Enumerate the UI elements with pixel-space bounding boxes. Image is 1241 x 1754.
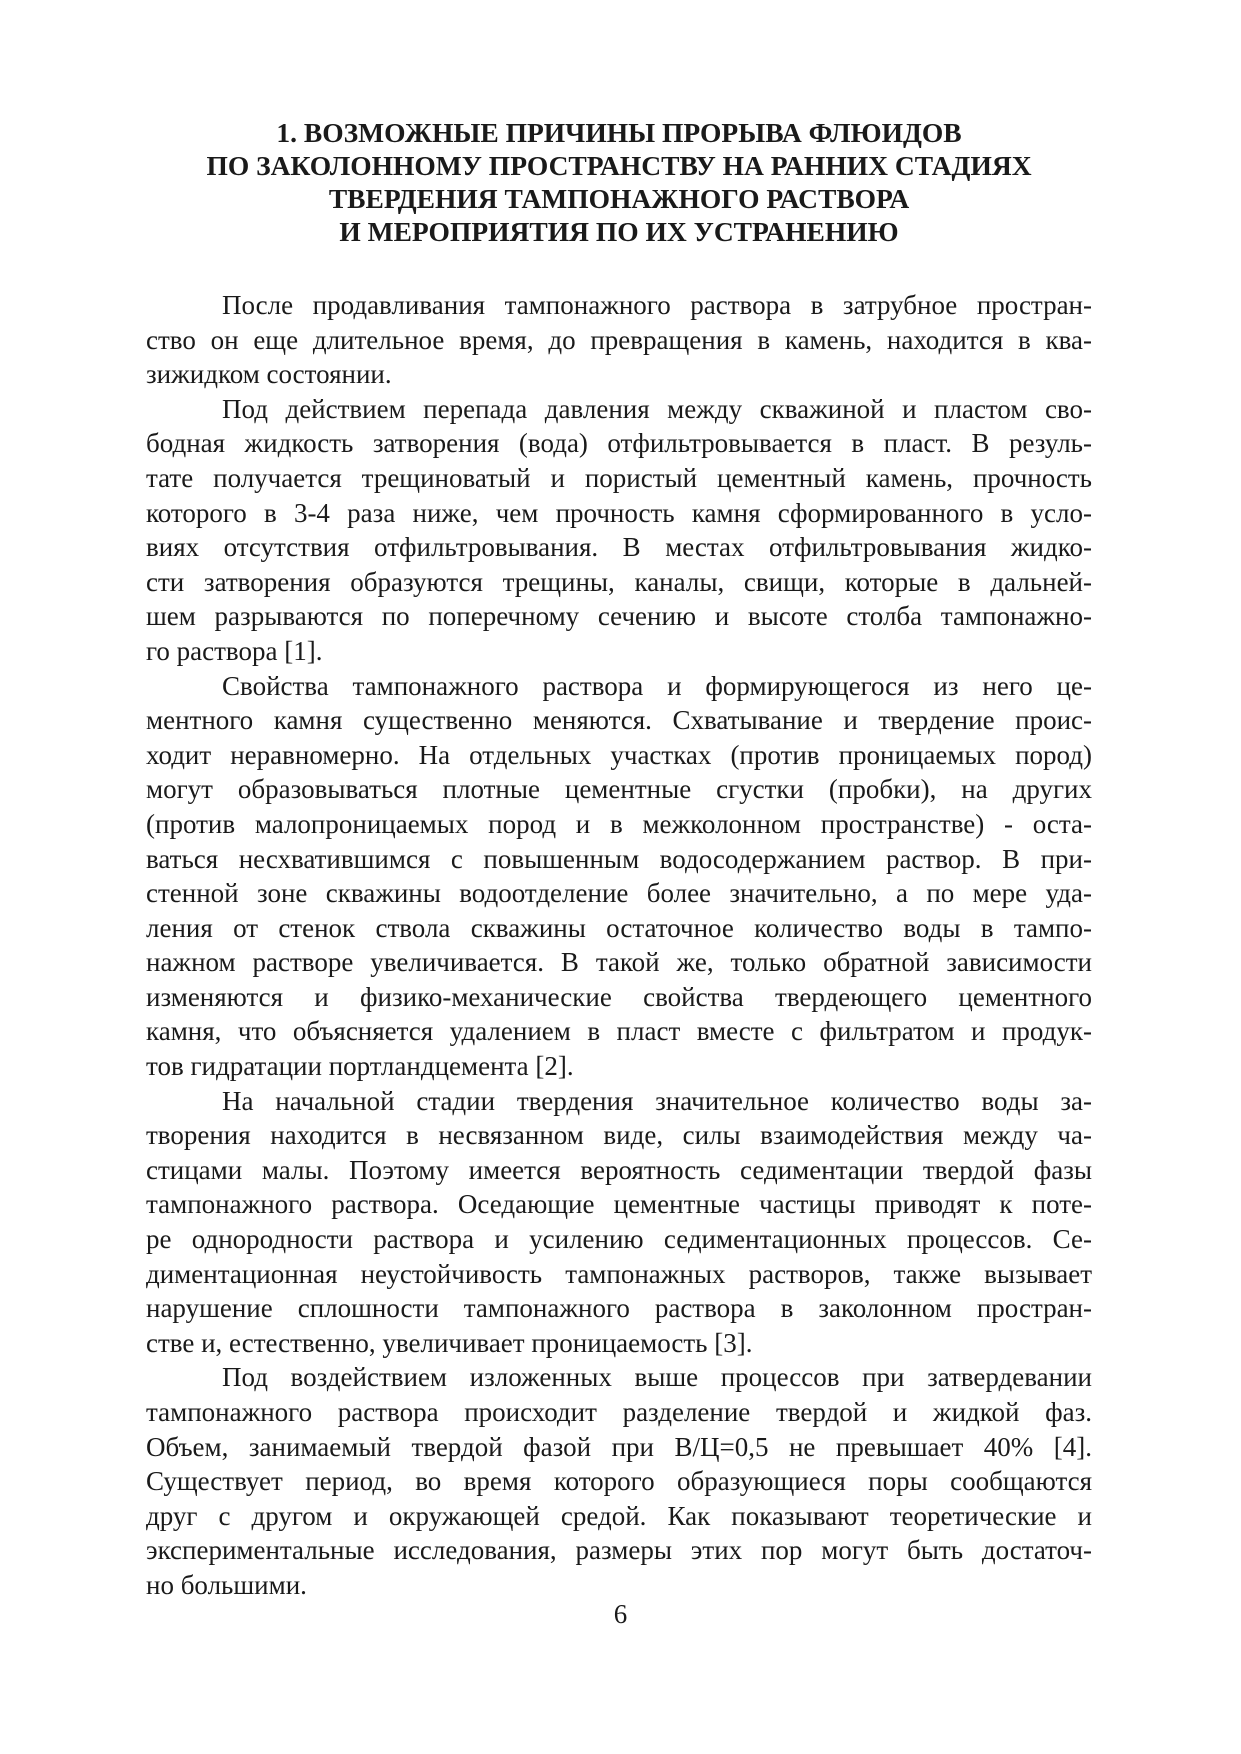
paragraph-3 <box>146 669 1092 1084</box>
text-line: тов гидратации портландцемента [2]. <box>146 1051 574 1082</box>
text-line: ходит неравномерно. На отдельных участках (против проницаемых пород) <box>146 739 1092 770</box>
heading-line: ТВЕРДЕНИЯ ТАМПОНАЖНОГО РАСТВОРА <box>328 183 910 214</box>
text-line: После продавливания тампонажного раствора в затрубное простран- <box>222 290 1092 320</box>
text-line: Объем, занимаемый твердой фазой при В/Ц=0,5 не превышает 40% [4]. <box>146 1431 1092 1462</box>
text-line: камня, что объясняется удалением в пласт вместе с фильтратом и продук- <box>146 1016 1092 1047</box>
text-line: стве и, естественно, увеличивает проницаемость [3]. <box>146 1327 753 1358</box>
heading-line: И МЕРОПРИЯТИЯ ПО ИХ УСТРАНЕНИЮ <box>339 216 899 247</box>
text-line: тате получается трещиноватый и пористый цементный камень, прочность <box>146 462 1092 493</box>
text-line: тампонажного раствора. Оседающие цементные частицы приводят к поте- <box>146 1189 1092 1220</box>
text-line: ваться несхватившимся с повышенным водосодержанием раствор. В при- <box>146 843 1092 874</box>
text-line: ство он еще длительное время, до превращения в камень, находится в ква- <box>146 324 1092 355</box>
text-line: сти затворения образуются трещины, каналы, свищи, которые в дальней- <box>146 566 1092 597</box>
text-line: (против малопроницаемых пород и в межколонном пространстве) - оста- <box>146 808 1092 839</box>
paragraph-2 <box>146 392 1092 669</box>
text-line: творения находится в несвязанном виде, силы взаимодействия между ча- <box>146 1120 1092 1151</box>
text-line: тампонажного раствора происходит разделение твердой и жидкой фаз. <box>146 1397 1092 1427</box>
paragraph-5 <box>146 1360 1092 1602</box>
text-line: ре однородности раствора и усилению седиментационных процессов. Се- <box>146 1224 1092 1255</box>
text-line: На начальной стадии твердения значительное количество воды за- <box>222 1085 1092 1116</box>
text-line: стицами малы. Поэтому имеется вероятность седиментации твердой фазы <box>146 1154 1092 1185</box>
text-line: ментного камня существенно меняются. Схватывание и твердение проис- <box>146 705 1092 736</box>
text-line: бодная жидкость затворения (вода) отфильтровывается в пласт. В резуль- <box>146 428 1092 459</box>
heading-line: 1. ВОЗМОЖНЫЕ ПРИЧИНЫ ПРОРЫВА ФЛЮИДОВ <box>276 117 962 148</box>
paragraph-1 <box>146 288 1092 392</box>
text-line: Существует период, во время которого образующиеся поры сообщаются <box>146 1466 1092 1497</box>
text-line: стенной зоне скважины водоотделение более значительно, а по мере уда- <box>146 878 1092 909</box>
text-line: которого в 3-4 раза ниже, чем прочность камня сформированного в усло- <box>146 497 1092 528</box>
text-line: шем разрываются по поперечному сечению и высоте столба тампонажно- <box>146 601 1092 632</box>
text-line: нажном растворе увеличивается. В такой же, только обратной зависимости <box>146 947 1092 978</box>
text-line: диментационная неустойчивость тампонажных растворов, также вызывает <box>146 1258 1092 1289</box>
document-page <box>146 116 1092 1603</box>
text-line: могут образовываться плотные цементные сгустки (пробки), на других <box>146 774 1092 805</box>
text-line: зижидком состоянии. <box>146 359 392 390</box>
text-line: Свойства тампонажного раствора и формирующегося из него це- <box>222 670 1092 701</box>
text-line: ления от стенок ствола скважины остаточное количество воды в тампо- <box>146 912 1092 943</box>
text-line: экспериментальные исследования, размеры этих пор могут быть достаточ- <box>146 1535 1092 1566</box>
text-line: виях отсутствия отфильтровывания. В местах отфильтровывания жидко- <box>146 532 1092 563</box>
text-line: изменяются и физико-механические свойства твердеющего цементного <box>146 981 1092 1012</box>
paragraph-4 <box>146 1084 1092 1361</box>
text-line: но большими. <box>146 1569 307 1600</box>
text-line: нарушение сплошности тампонажного раствора в заколонном простран- <box>146 1293 1092 1324</box>
text-line: Под воздействием изложенных выше процессов при затвердевании <box>222 1362 1092 1393</box>
text-line: друг с другом и окружающей средой. Как показывают теоретические и <box>146 1500 1092 1531</box>
heading-line: ПО ЗАКОЛОННОМУ ПРОСТРАНСТВУ НА РАННИХ СТАДИЯХ <box>206 150 1032 181</box>
text-line: Под действием перепада давления между скважиной и пластом сво- <box>222 393 1092 424</box>
text-line: го раствора [1]. <box>146 635 323 666</box>
page-number: 6 <box>613 1599 628 1629</box>
section-heading <box>146 116 1092 248</box>
